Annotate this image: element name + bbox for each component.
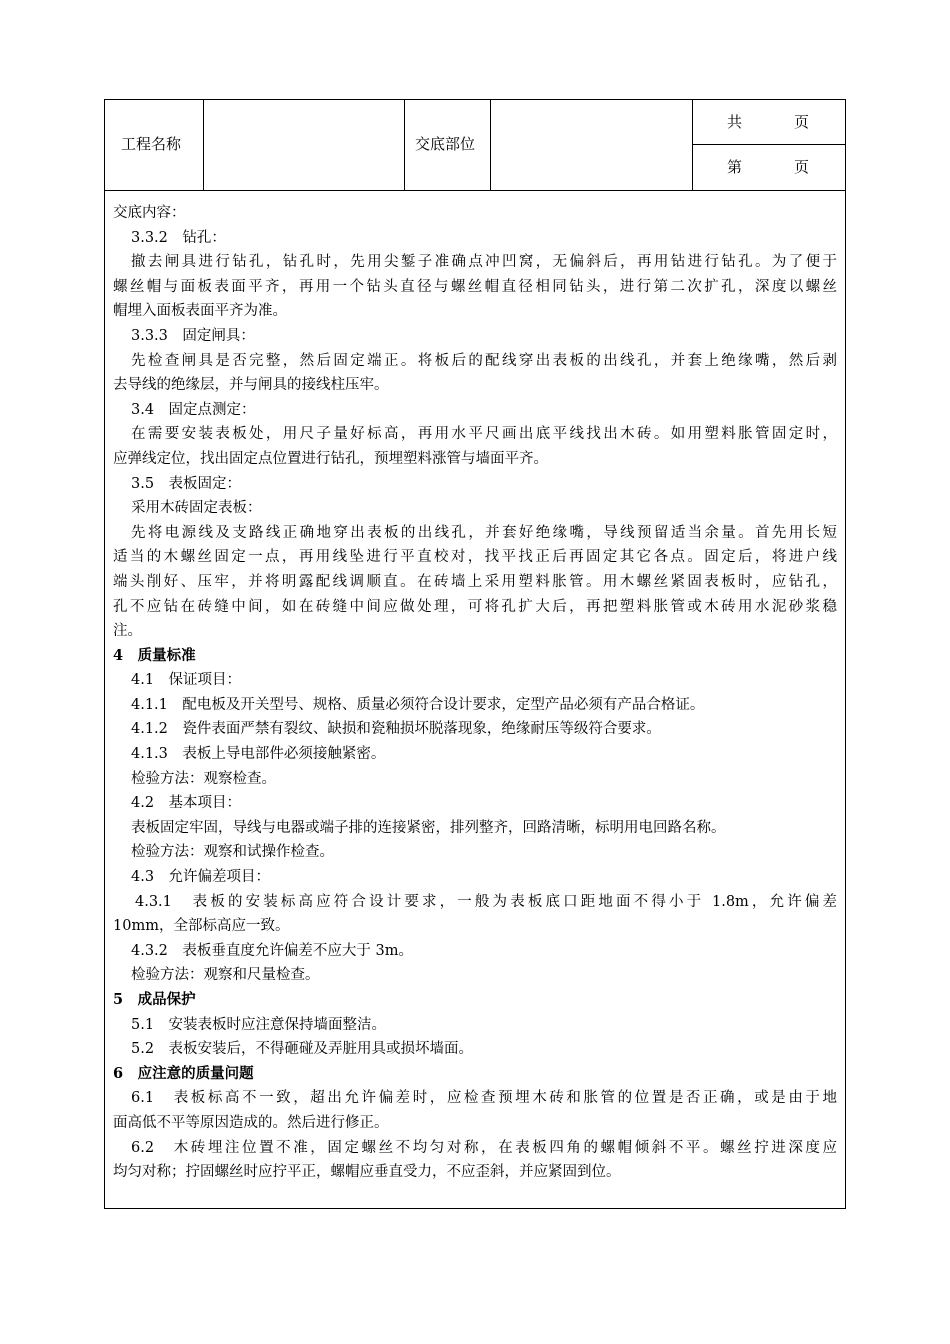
paragraph-line: 在需要安装表板处，用尺子量好标高，再用水平尺画出底平线找出木砖。如用塑料胀管固定时， <box>131 426 837 443</box>
page-number-suffix: 页 <box>794 158 810 176</box>
disclosure-content <box>113 201 837 1185</box>
paragraph-line: 检验方法：观察检查。 <box>131 770 276 787</box>
paragraph-line: 检验方法：观察和试操作检查。 <box>131 844 334 861</box>
paragraph-line: 撤去闸具进行钻孔，钻孔时，先用尖錾子准确点冲凹窝，无偏斜后，再用钻进行钻孔。为了便于 <box>131 254 837 271</box>
chapter-heading: 5 成品保护 <box>113 991 196 1008</box>
header-divider-2 <box>404 99 405 191</box>
paragraph-line: 4.1.3 表板上导电部件必须接触紧密。 <box>131 746 386 763</box>
page-cell-divider <box>692 144 846 145</box>
header-divider-4 <box>692 99 693 191</box>
page-number-prefix: 第 <box>727 158 743 176</box>
header-divider-3 <box>490 99 491 191</box>
section-heading: 4.1 保证项目： <box>131 672 242 689</box>
header-divider-1 <box>203 99 204 191</box>
paragraph-line: 5.2 表板安装后，不得砸碰及弄脏用具或损坏墙面。 <box>131 1041 474 1058</box>
paragraph-line: 6.1 表板标高不一致，超出允许偏差时，应检查预埋木砖和胀管的位置是否正确，或是由于地 <box>131 1090 837 1107</box>
content-label: 交底内容： <box>113 205 186 221</box>
paragraph-line: 4.1.2 瓷件表面严禁有裂纹、缺损和瓷釉损坏脱落现象，绝缘耐压等级符合要求。 <box>131 721 661 738</box>
paragraph-line: 表板固定牢固，导线与电器或端子排的连接紧密，排列整齐，回路清晰，标明用电回路名称。 <box>131 819 726 836</box>
paragraph-line: 均匀对称；拧固螺丝时应拧平正，螺帽应垂直受力，不应歪斜，并应紧固到位。 <box>113 1164 621 1181</box>
total-pages-prefix: 共 <box>727 113 743 131</box>
paragraph-line: 4.1.1 配电板及开关型号、规格、质量必须符合设计要求，定型产品必须有产品合格证。 <box>131 696 705 713</box>
paragraph-line: 螺丝帽与面板表面平齐，再用一个钻头直径与螺丝帽直径相同钻头，进行第二次扩孔，深度以螺丝 <box>113 278 837 295</box>
section-heading: 3.3.3 固定闸具： <box>131 327 255 344</box>
section-heading: 3.3.2 钻孔： <box>131 229 226 246</box>
paragraph-line: 先检查闸具是否完整，然后固定端正。将板后的配线穿出表板的出线孔，并套上绝缘嘴，然后剥 <box>131 352 837 369</box>
paragraph-line: 应弹线定位，找出固定点位置进行钻孔，预埋塑料涨管与墙面平齐。 <box>113 450 548 467</box>
paragraph-line: 适当的木螺丝固定一点，再用线坠进行平直校对，找平找正后再固定其它各点。固定后，将进户线 <box>113 549 837 566</box>
chapter-heading: 4 质量标准 <box>113 646 196 664</box>
chapter-heading: 6 应注意的质量问题 <box>113 1064 254 1082</box>
paragraph-line: 注。 <box>113 623 142 640</box>
paragraph-line: 4.3.2 表板垂直度允许偏差不应大于 3m。 <box>131 942 413 959</box>
paragraph-line: 采用木砖固定表板： <box>131 500 262 517</box>
paragraph-line: 孔不应钻在砖缝中间，如在砖缝中间应做处理，可将孔扩大后，再把塑料胀管或木砖用水泥砂浆稳 <box>113 598 837 615</box>
section-heading: 3.4 固定点测定： <box>131 401 256 418</box>
section-heading: 3.5 表板固定： <box>131 475 242 492</box>
paragraph-line: 10mm，全部标高应一致。 <box>113 918 290 935</box>
header-bottom-border <box>104 190 846 191</box>
section-heading: 4.3 允许偏差项目： <box>131 869 271 886</box>
paragraph-line: 检验方法：观察和尺量检查。 <box>131 967 320 984</box>
paragraph-line: 先将电源线及支路线正确地穿出表板的出线孔，并套好绝缘嘴，导线预留适当余量。首先用长短 <box>131 524 837 541</box>
paragraph-line: 4.3.1 表板的安装标高应符合设计要求，一般为表板底口距地面不得小于 1.8m，允许偏差 <box>135 893 837 910</box>
total-pages-suffix: 页 <box>794 113 810 131</box>
paragraph-line: 帽埋入面板表面平齐为准。 <box>113 303 287 320</box>
section-heading: 4.2 基本项目： <box>131 795 242 812</box>
location-label: 交底部位 <box>415 135 476 153</box>
paragraph-line: 去导线的绝缘层，并与闸具的接线柱压牢。 <box>113 377 389 394</box>
project-name-label: 工程名称 <box>121 135 182 153</box>
paragraph-line: 端头削好、压牢，并将明露配线调顺直。在砖墙上采用塑料胀管。用木螺丝紧固表板时，应钻孔， <box>113 573 837 590</box>
paragraph-line: 5.1 安装表板时应注意保持墙面整洁。 <box>131 1016 387 1033</box>
paragraph-line: 6.2 木砖埋注位置不准，固定螺丝不均匀对称，在表板四角的螺帽倾斜不平。螺丝拧进深度应 <box>131 1139 837 1156</box>
paragraph-line: 面高低不平等原因造成的。然后进行修正。 <box>113 1114 389 1131</box>
